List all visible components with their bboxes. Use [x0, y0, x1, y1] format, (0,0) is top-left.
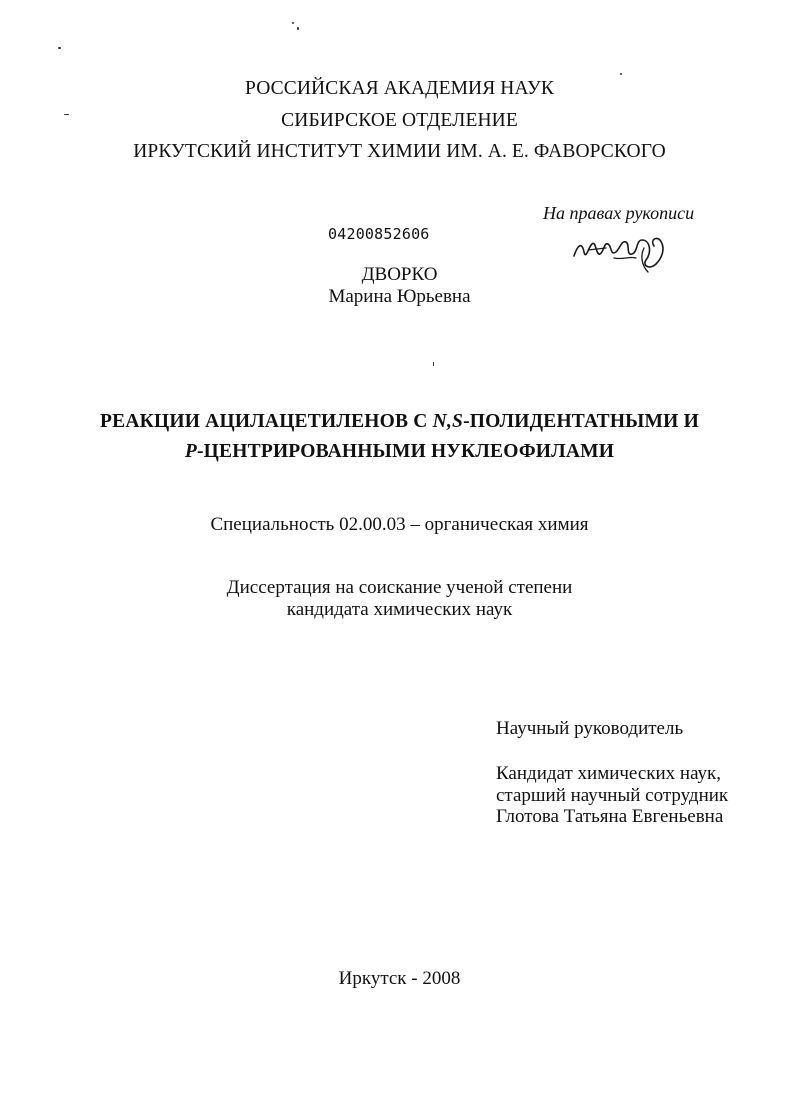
- title-line-2-suffix: -ЦЕНТРИРОВАННЫМИ НУКЛЕОФИЛАМИ: [196, 441, 615, 462]
- scan-speck: [58, 47, 61, 49]
- degree-line-1: Диссертация на соискание ученой степени: [226, 577, 573, 598]
- scan-speck: [433, 362, 434, 366]
- scan-speck: [297, 27, 299, 30]
- place-year: Иркутск - 2008: [338, 968, 461, 989]
- title-line-1-italic: N,S: [432, 411, 464, 432]
- author-surname: ДВОРКО: [361, 264, 438, 285]
- title-line-2-italic: P: [184, 441, 197, 462]
- specialty-line: Специальность 02.00.03 – органическая химия: [210, 514, 589, 535]
- dissertation-title-line-2: [0, 442, 799, 462]
- advisor-position: старший научный сотрудник: [496, 785, 729, 806]
- catalog-number: 04200852606: [328, 225, 430, 243]
- title-line-1-suffix: -ПОЛИДЕНТАТНЫМИ И: [463, 411, 699, 432]
- advisor-name: Глотова Татьяна Евгеньевна: [496, 806, 724, 827]
- academy-name: РОССИЙСКАЯ АКАДЕМИЯ НАУК: [245, 78, 554, 99]
- scan-speck: [620, 73, 622, 75]
- dissertation-title-line-1: [0, 412, 799, 432]
- advisor-degree: Кандидат химических наук,: [496, 763, 722, 784]
- title-line-1-prefix: РЕАКЦИИ АЦИЛАЦЕТИЛЕНОВ С: [100, 411, 433, 432]
- author-given-names: Марина Юрьевна: [328, 286, 471, 307]
- scan-speck: [292, 22, 294, 24]
- institute-name: ИРКУТСКИЙ ИНСТИТУТ ХИМИИ ИМ. А. Е. ФАВОРСКОГО: [133, 141, 666, 162]
- degree-line-2: кандидата химических наук: [286, 599, 513, 620]
- advisor-heading: Научный руководитель: [496, 718, 684, 739]
- branch-name: СИБИРСКОЕ ОТДЕЛЕНИЕ: [281, 110, 518, 131]
- manuscript-note: На правах рукописи: [543, 203, 695, 223]
